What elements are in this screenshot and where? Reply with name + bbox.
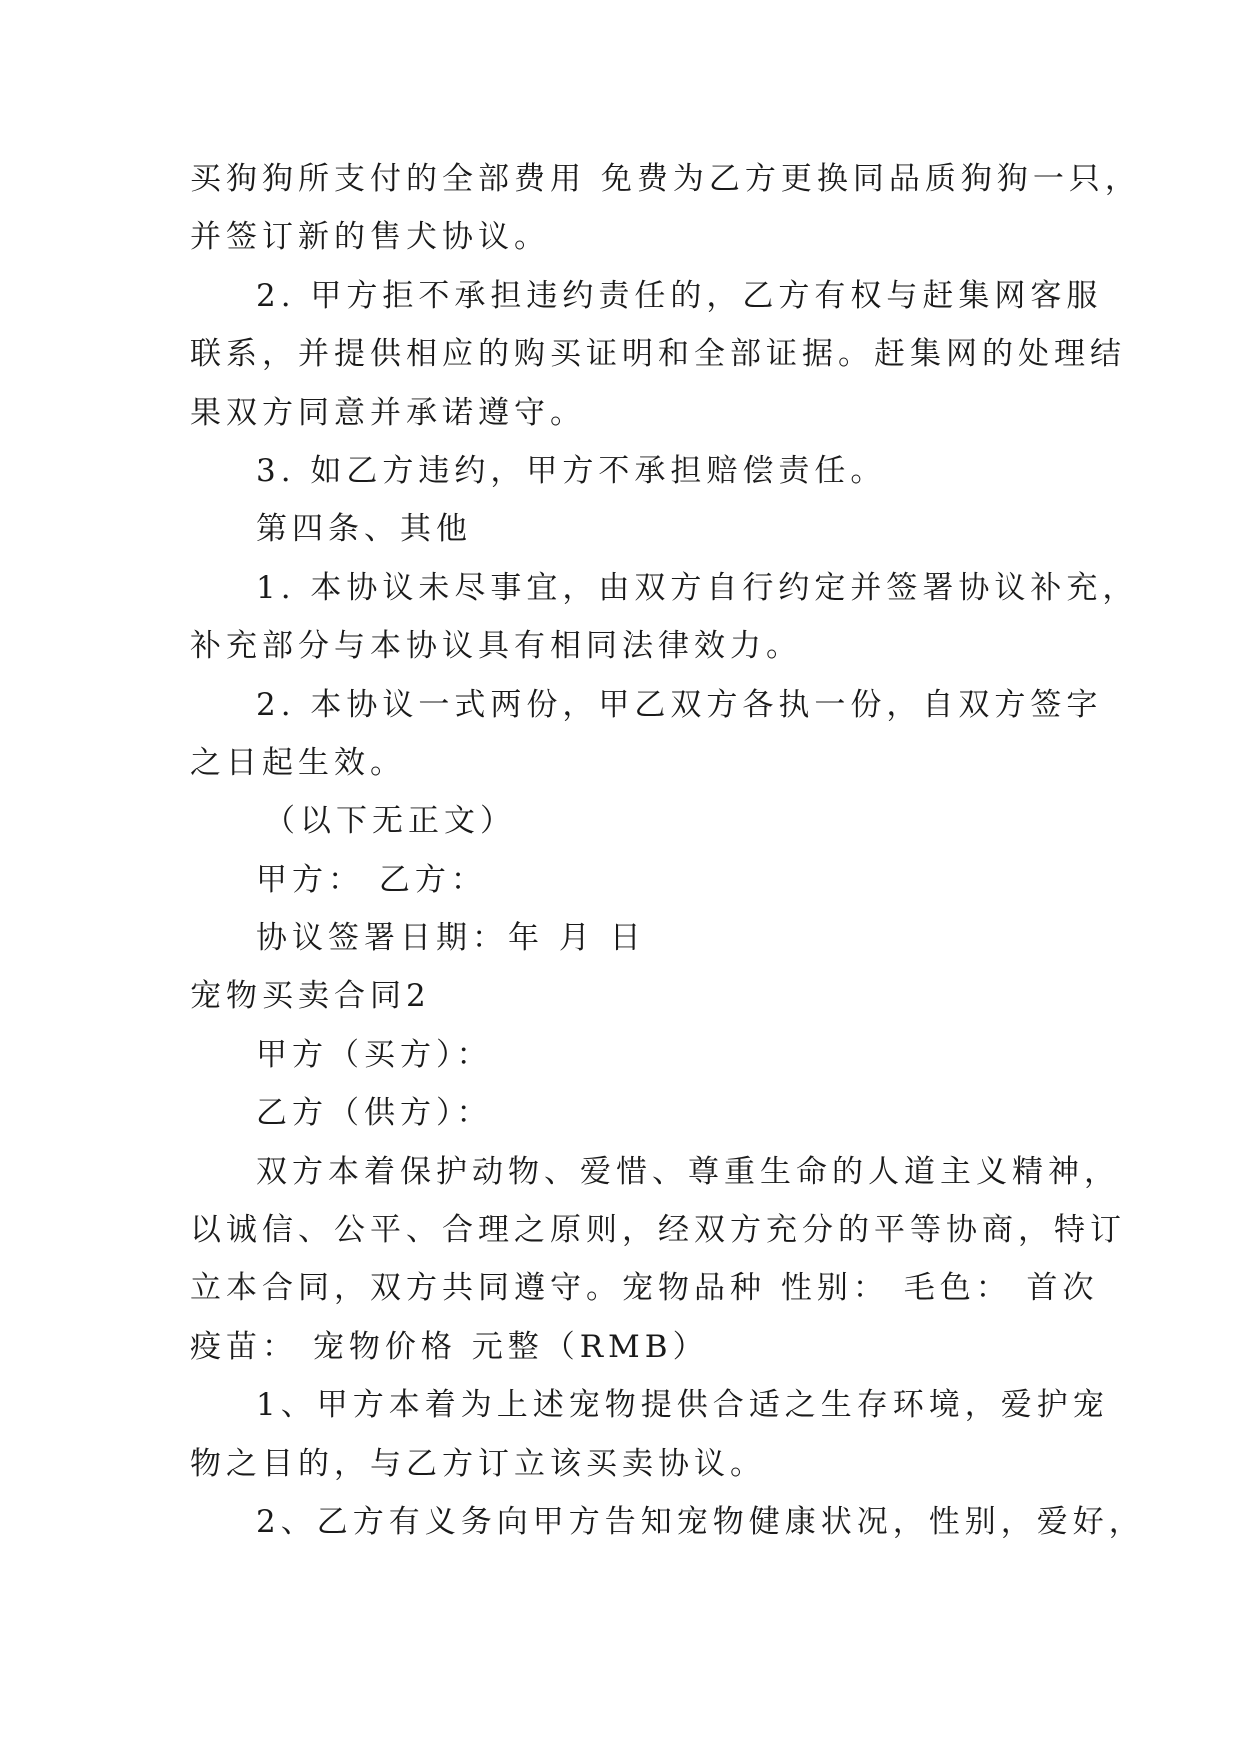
date-line: 协议签署日期：年 月 日 [256, 920, 646, 957]
text-line: 补充部分与本协议具有相同法律效力。 [190, 628, 802, 665]
text-line: 之日起生效。 [190, 744, 406, 781]
text-line: 1. 本协议未尽事宜，由双方自行约定并签署协议补充， [256, 569, 1139, 606]
party-a-line: 甲方（买方）： [256, 1036, 493, 1073]
document-body [190, 150, 1145, 1551]
text-line: 并签订新的售犬协议。 [190, 219, 550, 256]
text-line: 2. 甲方拒不承担违约责任的，乙方有权与赶集网客服 [256, 277, 1103, 314]
text-line: 物之目的，与乙方订立该买卖协议。 [190, 1445, 766, 1482]
text-line: （以下无正文） [264, 803, 516, 840]
text-line: 3. 如乙方违约，甲方不承担赔偿责任。 [256, 452, 887, 489]
document-title: 宠物买卖合同2 [190, 978, 431, 1015]
text-line: 果双方同意并承诺遵守。 [190, 394, 586, 431]
text-line: 联系，并提供相应的购买证明和全部证据。赶集网的处理结 [190, 336, 1126, 373]
party-b-line: 乙方（供方）： [256, 1095, 493, 1132]
text-line: 以诚信、公平、合理之原则，经双方充分的平等协商，特订 [190, 1212, 1126, 1249]
text-line: 2. 本协议一式两份，甲乙双方各执一份，自双方签字 [256, 686, 1103, 723]
text-line: 立本合同，双方共同遵守。宠物品种 性别： 毛色： 首次 [190, 1270, 1099, 1307]
text-line: 疫苗： 宠物价格 元整（RMB） [190, 1328, 709, 1365]
text-line: 买狗狗所支付的全部费用 免费为乙方更换同品质狗狗一只， [190, 161, 1141, 197]
text-line: 1、甲方本着为上述宠物提供合适之生存环境，爱护宠 [256, 1387, 1109, 1424]
signature-line: 甲方： 乙方： [256, 861, 487, 898]
section-heading: 第四条、其他 [256, 511, 472, 548]
text-line: 双方本着保护动物、爱惜、尊重生命的人道主义精神， [256, 1153, 1120, 1190]
text-line: 2、乙方有义务向甲方告知宠物健康状况，性别，爱好， [256, 1503, 1145, 1540]
